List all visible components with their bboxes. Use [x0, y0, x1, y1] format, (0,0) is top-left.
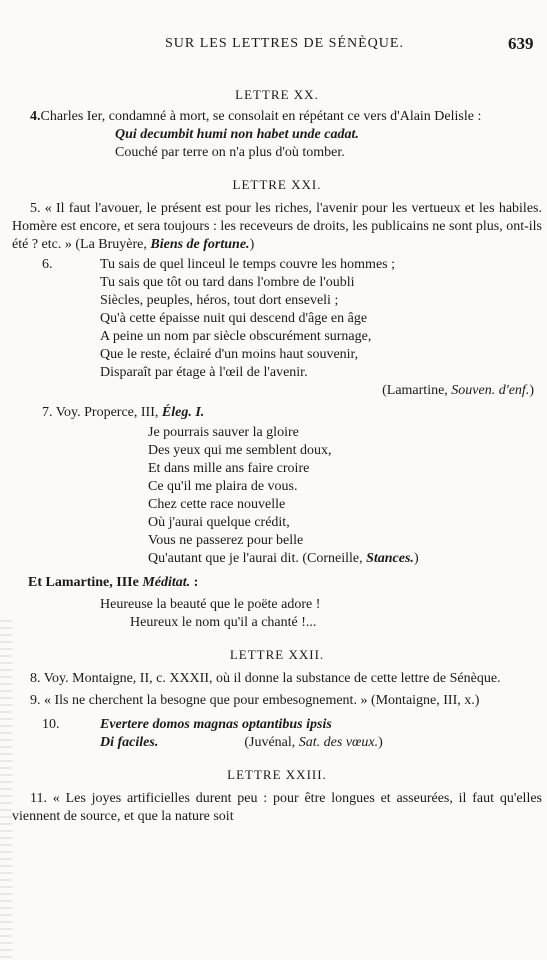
poem-7-line: Où j'aurai quelque crédit, [148, 515, 290, 530]
poem-6-line: Disparaît par étage à l'œil de l'avenir. [100, 365, 308, 380]
note-6 [12, 256, 542, 400]
lamartine-ref-text: Et Lamartine, IIIe [28, 575, 143, 590]
heading-lettre-xxii: LETTRE XXII. [229, 647, 325, 662]
citation-10-end: ) [378, 735, 383, 750]
lamartine-ref-italic: Méditat. [142, 575, 191, 590]
citation-10-title: Sat. des vœux. [298, 735, 379, 750]
note-5 [12, 200, 542, 254]
poem-7-line: Je pourrais sauver la gloire [148, 425, 299, 440]
lamartine-line-2: Heureux le nom qu'il a chanté !... [130, 615, 317, 630]
lamartine-ref-end: : [190, 575, 199, 590]
note-6-number: 6. [42, 257, 53, 272]
heading-lettre-xx: LETTRE XX. [235, 87, 319, 102]
poem-7-line: Chez cette race nouvelle [148, 497, 286, 512]
quote-4 [115, 126, 542, 162]
note-7 [42, 404, 542, 422]
heading-lettre-xxi: LETTRE XXI. [232, 177, 322, 192]
quote-4-french: Couché par terre on n'a plus d'où tomber. [115, 145, 345, 160]
note-4-text: Charles Ier, condamné à mort, se consolait en répétant ce vers d'Alain Delisle : [40, 109, 482, 124]
poem-7-last-text: Qu'autant que je l'aurai dit. (Corneille, [148, 551, 367, 566]
poem-7-line: Ce qu'il me plaira de vous. [148, 479, 298, 494]
poem-6 [100, 256, 542, 382]
citation-6 [12, 382, 542, 400]
note-11: 11. « Les joyes artificielles durent peu : pour être longues et asseurées, il faut qu'elles viennent de source, et que la nature soit [12, 791, 542, 824]
note-9: 9. « Ils ne cherchent la besogne que pour embesognement. » (Montaigne, III, x.) [30, 693, 480, 708]
lamartine-ref [28, 574, 542, 592]
lamartine-line-1: Heureuse la beauté que le poëte adore ! [100, 597, 321, 612]
citation-10-author: (Juvénal, [244, 735, 299, 750]
note-5-text: 5. « Il faut l'avouer, le présent est pour les riches, l'avenir pour les vertueux et les habiles. Homère est encore, et sera toujours : les receveurs de droits, les publicains ne sont plus, ont-ils été ? etc. » (La Bruyère, [12, 201, 542, 252]
page-body [12, 86, 542, 826]
note-5-italic: Biens de fortune. [150, 237, 250, 252]
quote-10 [100, 716, 542, 752]
citation-6-author: (Lamartine, [382, 383, 452, 398]
header-title: SUR LES LETTRES DE SÉNÈQUE. [165, 36, 404, 51]
poem-6-line: Siècles, peuples, héros, tout dort enseveli ; [100, 293, 339, 308]
quote-10-line-2 [100, 734, 542, 752]
poem-6-line: Qu'à cette épaisse nuit qui descend d'âge en âge [100, 311, 368, 326]
poem-6-line: Tu sais de quel linceul le temps couvre les hommes ; [100, 257, 395, 272]
poem-7-last-end: ) [413, 551, 419, 566]
note-10-number: 10. [42, 717, 60, 732]
quote-10-latin: Di faciles. [100, 735, 159, 750]
note-7-text: 7. Voy. Properce, III, [42, 405, 162, 420]
note-7-italic: Éleg. I. [161, 405, 205, 420]
poem-7-last-line [148, 550, 542, 568]
note-10 [12, 716, 542, 752]
poem-7-line: Des yeux qui me semblent doux, [148, 443, 332, 458]
citation-6-end: ) [529, 383, 534, 398]
page-number: 639 [508, 34, 534, 53]
note-8: 8. Voy. Montaigne, II, c. XXXII, où il donne la substance de cette lettre de Sénèque. [30, 671, 501, 686]
note-4-number: 4. [30, 109, 41, 124]
running-header [0, 36, 547, 56]
quote-4-latin: Qui decumbit humi non habet unde cadat. [115, 127, 359, 142]
poem-6-line: A peine un nom par siècle obscurément surnage, [100, 329, 372, 344]
poem-6-line: Tu sais que tôt ou tard dans l'ombre de l'oubli [100, 275, 355, 290]
lamartine-verse [12, 596, 542, 632]
page-edge-speckles [0, 620, 12, 960]
note-5-end: ) [249, 237, 255, 252]
poem-7-line: Et dans mille ans faire croire [148, 461, 310, 476]
poem-7-last-italic: Stances. [366, 551, 414, 566]
poem-6-line: Que le reste, éclairé d'un moins haut souvenir, [100, 347, 359, 362]
quote-10-line-1: Evertere domos magnas optantibus ipsis [100, 717, 332, 732]
poem-7 [148, 424, 542, 568]
poem-7-line: Vous ne passerez pour belle [148, 533, 304, 548]
citation-6-title: Souven. d'enf. [451, 383, 530, 398]
heading-lettre-xxiii: LETTRE XXIII. [227, 767, 327, 782]
note-4 [12, 108, 542, 126]
